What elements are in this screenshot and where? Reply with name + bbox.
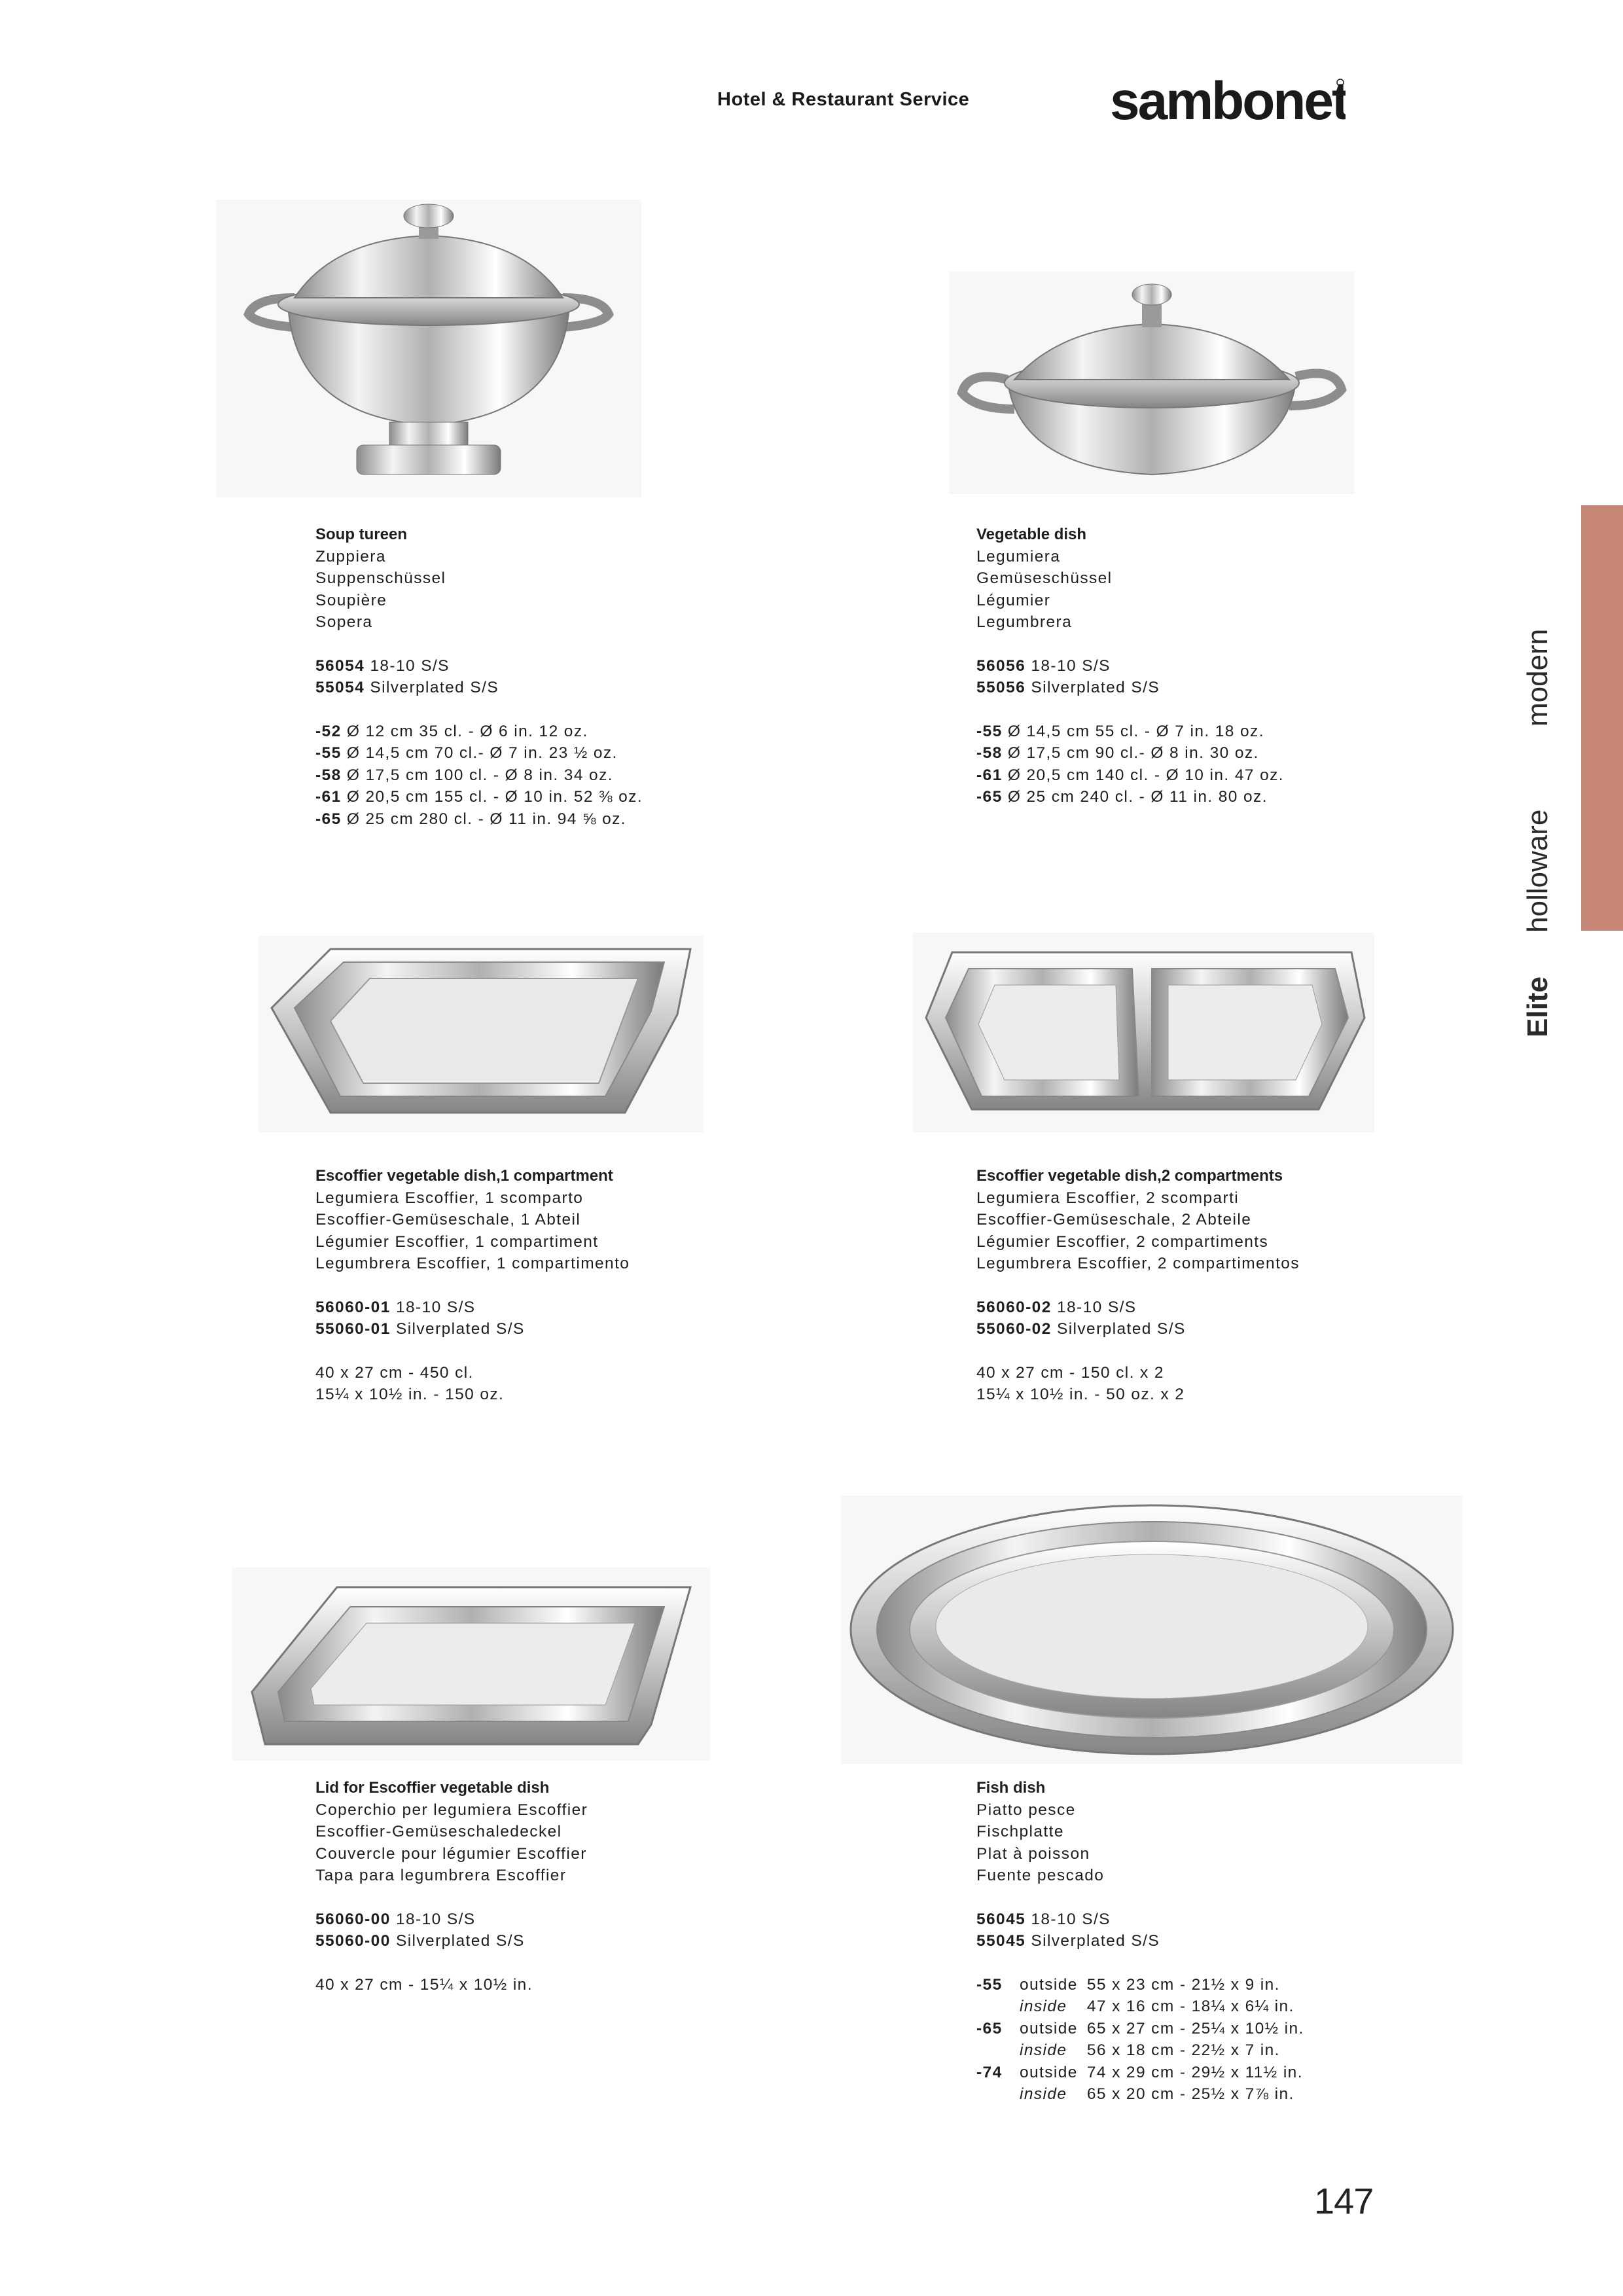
size-code: -55 [976,1975,1003,1994]
product-title: Vegetable dish [976,526,1087,543]
name-german: Suppenschüssel [315,569,446,587]
name-spanish: Legumbrera Escoffier, 2 compartimentos [976,1255,1300,1272]
size-kind: outside [1020,1975,1078,1994]
name-spanish: Legumbrera Escoffier, 1 compartimento [315,1255,630,1272]
escoffier-2-compartments-photo [913,933,1374,1132]
name-italian: Coperchio per legumiera Escoffier [315,1801,588,1819]
size-code [976,1996,1020,2018]
side-label-elite: Elite [1522,977,1554,1037]
size-code [976,2039,1020,2062]
product-code: 55060-02 [976,1320,1052,1338]
size-spec: 65 x 20 cm - 25½ x 7⅞ in. [1086,2085,1294,2103]
code-row [976,655,1382,677]
product-title: Escoffier vegetable dish,1 compartment [315,1167,613,1185]
material: Silverplated S/S [395,1932,525,1950]
name-french: Légumier [976,591,1051,609]
name-french: Légumier Escoffier, 1 compartiment [315,1232,599,1251]
size-row [315,721,721,743]
size-spec: Ø 25 cm 240 cl. - Ø 11 in. 80 oz. [1007,788,1268,806]
code-row [976,677,1382,699]
size-spec: Ø 20,5 cm 140 cl. - Ø 10 in. 47 oz. [1007,766,1284,784]
size-row [976,764,1382,787]
dimension: 40 x 27 cm - 15¼ x 10½ in. [315,1975,533,1994]
product-code: 56054 [315,656,365,675]
size-code: -58 [976,744,1003,762]
product-code: 56060-01 [315,1298,391,1316]
size-row [976,786,1382,808]
product-fish-dish [976,1777,1382,2106]
size-spec: Ø 12 cm 35 cl. - Ø 6 in. 12 oz. [346,722,588,740]
material: Silverplated S/S [1031,1932,1160,1950]
name-spanish: Sopera [315,613,373,631]
size-spec: Ø 20,5 cm 155 cl. - Ø 10 in. 52 ⅜ oz. [346,788,643,806]
size-spec: Ø 14,5 cm 70 cl.- Ø 7 in. 23 ½ oz. [346,744,618,762]
size-code: -52 [315,722,342,740]
section-color-tab [1581,505,1623,931]
name-french: Légumier Escoffier, 2 compartiments [976,1232,1269,1251]
product-escoffier-1-compartment [315,1165,721,1406]
product-title: Soup tureen [315,526,408,543]
name-italian: Zuppiera [315,547,386,565]
escoffier-1-compartment-photo [259,936,704,1132]
size-spec: 55 x 23 cm - 21½ x 9 in. [1086,1975,1280,1994]
name-german: Fischplatte [976,1823,1064,1840]
size-spec: Ø 14,5 cm 55 cl. - Ø 7 in. 18 oz. [1007,722,1264,740]
size-code: -65 [315,810,342,828]
product-code: 55045 [976,1932,1026,1950]
product-code: 55060-00 [315,1932,391,1950]
fish-dish-photo [841,1496,1463,1764]
product-code: 56056 [976,656,1026,675]
size-row [976,2039,1313,2062]
name-italian: Legumiera Escoffier, 2 scomparti [976,1189,1240,1207]
size-row [315,764,721,787]
name-french: Plat à poisson [976,1844,1090,1863]
code-row [315,1909,721,1931]
product-title: Fish dish [976,1779,1046,1797]
side-label-modern: modern [1522,628,1554,726]
product-soup-tureen [315,524,721,830]
size-kind: inside [1020,2041,1067,2059]
size-row [976,1974,1313,1996]
product-code: 56060-00 [315,1910,391,1928]
size-kind: inside [1020,1998,1067,2015]
size-spec: 56 x 18 cm - 22½ x 7 in. [1086,2041,1280,2059]
page-number: 147 [1314,2180,1374,2221]
size-code: -61 [976,766,1003,784]
size-kind: inside [1020,2085,1067,2103]
code-row [976,1909,1382,1931]
name-german: Escoffier-Gemüseschale, 2 Abteile [976,1211,1252,1229]
name-french: Couvercle pour légumier Escoffier [315,1844,587,1863]
size-row [976,1996,1313,2018]
size-kind: outside [1020,2019,1078,2037]
size-row [976,2083,1313,2106]
dimension-metric: 40 x 27 cm - 150 cl. x 2 [976,1363,1164,1382]
material: 18-10 S/S [1031,656,1111,675]
code-row [315,1318,721,1340]
name-german: Escoffier-Gemüseschale, 1 Abteil [315,1211,581,1229]
name-french: Soupière [315,591,387,609]
code-row [315,677,721,699]
product-title: Lid for Escoffier vegetable dish [315,1779,550,1797]
size-code [976,2083,1020,2106]
size-code: -58 [315,766,342,784]
size-code: -65 [976,2019,1003,2037]
name-german: Escoffier-Gemüseschaledeckel [315,1823,562,1840]
material: Silverplated S/S [395,1320,525,1338]
size-row [976,2062,1313,2084]
fish-dish-size-table [976,1974,1313,2106]
size-row [315,742,721,764]
code-row [976,1930,1382,1952]
product-vegetable-dish [976,524,1382,808]
code-row [315,655,721,677]
product-code: 56045 [976,1910,1026,1928]
sambonet-logo [1110,68,1346,140]
size-row [315,786,721,808]
material: 18-10 S/S [395,1910,476,1928]
code-row [976,1318,1382,1340]
product-escoffier-2-compartments [976,1165,1382,1406]
name-italian: Legumiera [976,547,1061,565]
size-spec: Ø 17,5 cm 90 cl.- Ø 8 in. 30 oz. [1007,744,1259,762]
material: 18-10 S/S [370,656,450,675]
size-spec: Ø 25 cm 280 cl. - Ø 11 in. 94 ⅝ oz. [346,810,626,828]
product-code: 56060-02 [976,1298,1052,1316]
size-code: -55 [976,722,1003,740]
soup-tureen-photo [216,200,641,497]
material: Silverplated S/S [1031,679,1160,696]
material: Silverplated S/S [370,679,499,696]
name-spanish: Legumbrera [976,613,1073,631]
dimension-metric: 40 x 27 cm - 450 cl. [315,1363,474,1382]
size-code: -74 [976,2063,1003,2081]
product-code: 55056 [976,679,1026,696]
size-row [976,721,1382,743]
material: 18-10 S/S [1031,1910,1111,1928]
size-code: -61 [315,788,342,806]
size-row [976,2018,1313,2040]
code-row [315,1930,721,1952]
size-spec: 47 x 16 cm - 18¼ x 6¼ in. [1086,1998,1294,2015]
escoffier-lid-photo [232,1568,710,1761]
dimension-imperial: 15¼ x 10½ in. - 150 oz. [315,1386,505,1403]
side-label-holloware: holloware [1522,809,1554,933]
brand-text: sambonet [1110,71,1346,131]
product-escoffier-lid [315,1777,721,1996]
size-kind: outside [1020,2063,1078,2081]
vegetable-dish-photo [949,272,1355,494]
name-italian: Legumiera Escoffier, 1 scomparto [315,1189,584,1207]
product-title: Escoffier vegetable dish,2 compartments [976,1167,1283,1185]
size-row [976,742,1382,764]
material: 18-10 S/S [1056,1298,1137,1316]
size-code: -65 [976,788,1003,806]
size-spec: 74 x 29 cm - 29½ x 11½ in. [1086,2063,1303,2081]
name-spanish: Tapa para legumbrera Escoffier [315,1867,567,1884]
name-italian: Piatto pesce [976,1801,1076,1819]
name-german: Gemüseschüssel [976,569,1113,587]
code-row [976,1297,1382,1319]
dimension-imperial: 15¼ x 10½ in. - 50 oz. x 2 [976,1386,1185,1403]
product-code: 55054 [315,679,365,696]
product-code: 55060-01 [315,1320,391,1338]
size-code: -55 [315,744,342,762]
code-row [315,1297,721,1319]
header-service-title: Hotel & Restaurant Service [717,89,970,110]
material: 18-10 S/S [395,1298,476,1316]
material: Silverplated S/S [1056,1320,1186,1338]
name-spanish: Fuente pescado [976,1867,1105,1884]
size-row [315,808,721,831]
size-spec: 65 x 27 cm - 25¼ x 10½ in. [1086,2019,1304,2037]
size-spec: Ø 17,5 cm 100 cl. - Ø 8 in. 34 oz. [346,766,613,784]
